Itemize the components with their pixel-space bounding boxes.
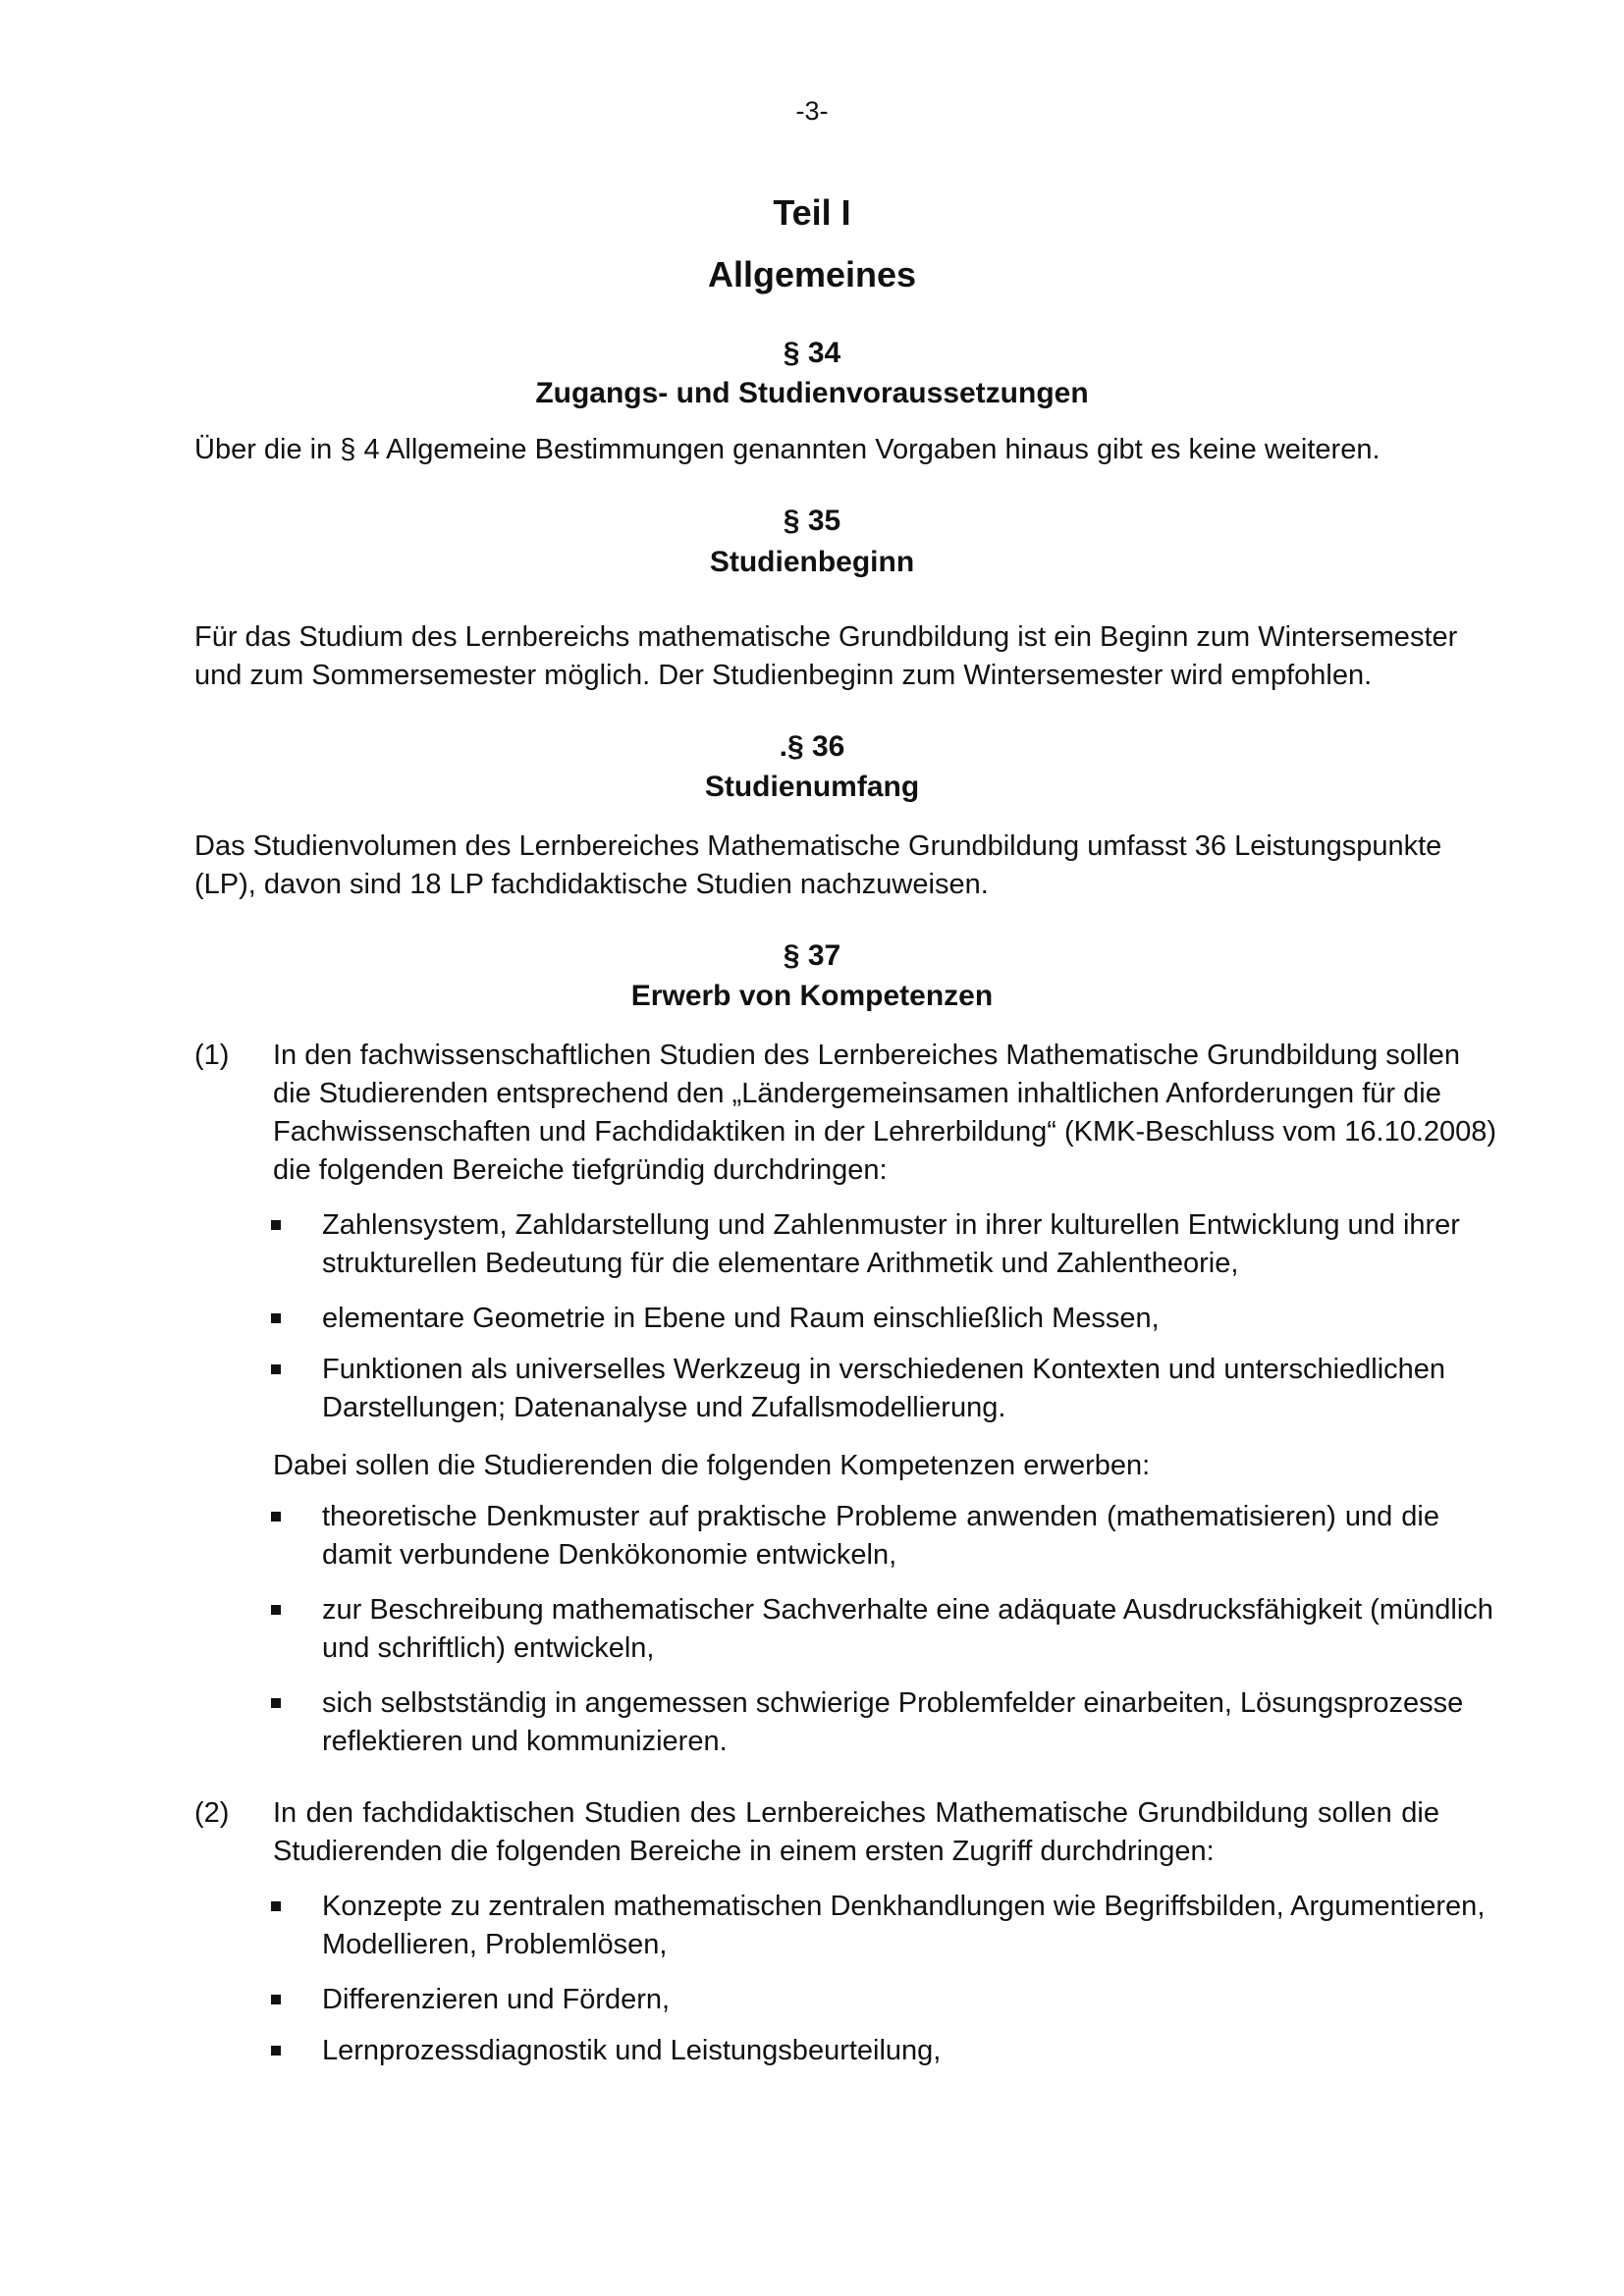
text-line: Dabei sollen die Studierenden die folgenden Kompetenzen erwerben: [273, 1450, 1151, 1481]
part-subtitle: Allgemeines [707, 254, 917, 294]
text-line: die folgenden Bereiche tiefgründig durchdringen: [273, 1154, 888, 1186]
text-line: damit verbundene Denkökonomie entwickeln, [322, 1539, 897, 1571]
section-35-number: § 35 [783, 505, 841, 537]
list-item [322, 1981, 670, 2019]
text-line: Lernprozessdiagnostik und Leistungsbeurteilung, [322, 2035, 942, 2066]
bullet-marker [271, 1901, 281, 1911]
text-line: Über die in § 4 Allgemeine Bestimmungen genannten Vorgaben hinaus gibt es keine weiteren. [194, 434, 1380, 465]
text-line: elementare Geometrie in Ebene und Raum einschließlich Messen, [322, 1303, 1160, 1334]
text-line: zur Beschreibung mathematischer Sachverhalte eine adäquate Ausdrucksfähigkeit (mündlich [322, 1594, 1493, 1626]
text-line: strukturellen Bedeutung für die elementare Arithmetik und Zahlentheorie, [322, 1248, 1239, 1279]
section-37-number: § 37 [783, 939, 841, 972]
text-line: Zahlensystem, Zahldarstellung und Zahlenmuster in ihrer kulturellen Entwicklung und ihrer [322, 1209, 1460, 1241]
text-line: Darstellungen; Datenanalyse und Zufallsmodellierung. [322, 1392, 1006, 1423]
list-item [322, 1591, 1493, 1668]
bullet-marker [271, 1698, 281, 1708]
text-line: Das Studienvolumen des Lernbereiches Mathematische Grundbildung umfasst 36 Leistungspunkte [194, 830, 1442, 862]
paragraph-1-intro [273, 1037, 1497, 1190]
text-line: Studierenden die folgenden Bereiche in einem ersten Zugriff durchdringen: [273, 1836, 1215, 1867]
text-line: Für das Studium des Lernbereichs mathematische Grundbildung ist ein Beginn zum Wintersemester [194, 621, 1458, 653]
text-line: In den fachdidaktischen Studien des Lernbereiches Mathematische Grundbildung sollen die [273, 1797, 1439, 1829]
text-line: (LP), davon sind 18 LP fachdidaktische Studien nachzuweisen. [194, 869, 989, 900]
list-item [322, 1300, 1160, 1338]
bullet-marker [271, 1313, 281, 1323]
section-34-number: § 34 [783, 337, 841, 369]
bullet-marker [271, 1364, 281, 1374]
text-line: Funktionen als universelles Werkzeug in verschiedenen Kontexten und unterschiedlichen [322, 1354, 1446, 1385]
list-item [322, 1351, 1446, 1427]
list-item [322, 2032, 941, 2070]
section-35-title: Studienbeginn [709, 546, 915, 578]
part-title: Teil I [773, 192, 851, 233]
bullet-marker [271, 2046, 281, 2056]
text-line: Fachwissenschaften und Fachdidaktiken in der Lehrerbildung“ (KMK-Beschluss vom 16.10.2008) [273, 1116, 1497, 1148]
paragraph-2-label: (2) [194, 1797, 230, 1829]
section-34-text [194, 431, 1380, 469]
bullet-marker [271, 1995, 281, 2004]
text-line: und schriftlich) entwickeln, [322, 1632, 655, 1664]
text-line: Modellieren, Problemlösen, [322, 1929, 668, 1960]
page-number: -3- [795, 96, 829, 126]
section-36-title: Studienumfang [704, 771, 920, 803]
paragraph-1-label: (1) [194, 1040, 230, 1071]
list-item [322, 1206, 1460, 1283]
list-item [322, 1498, 1439, 1575]
text-line: In den fachwissenschaftlichen Studien des Lernbereiches Mathematische Grundbildung sollen [273, 1040, 1461, 1071]
text-line: sich selbstständig in angemessen schwierige Problemfelder einarbeiten, Lösungsprozesse [322, 1687, 1464, 1719]
list-item [322, 1888, 1486, 1964]
list-item [322, 1684, 1464, 1761]
section-36-number: .§ 36 [779, 730, 845, 763]
text-line: Konzepte zu zentralen mathematischen Denkhandlungen wie Begriffsbilden, Argumentieren, [322, 1891, 1486, 1922]
section-34-title: Zugangs- und Studienvoraussetzungen [535, 377, 1089, 409]
text-line: theoretische Denkmuster auf praktische Probleme anwenden (mathematisieren) und die [322, 1501, 1439, 1532]
text-line: Differenzieren und Fördern, [322, 1984, 671, 2015]
bullet-marker [271, 1220, 281, 1230]
bullet-marker [271, 1605, 281, 1615]
bullet-marker [271, 1512, 281, 1522]
section-35-text [194, 618, 1457, 695]
paragraph-2-intro [273, 1794, 1439, 1871]
text-line: und zum Sommersemester möglich. Der Studienbeginn zum Wintersemester wird empfohlen. [194, 660, 1373, 691]
section-36-text [194, 828, 1442, 904]
text-line: reflektieren und kommunizieren. [322, 1726, 728, 1757]
text-line: die Studierenden entsprechend den „Ländergemeinsamen inhaltlichen Anforderungen für die [273, 1078, 1441, 1109]
section-37-title: Erwerb von Kompetenzen [630, 980, 994, 1012]
paragraph-1-mid [273, 1447, 1150, 1485]
